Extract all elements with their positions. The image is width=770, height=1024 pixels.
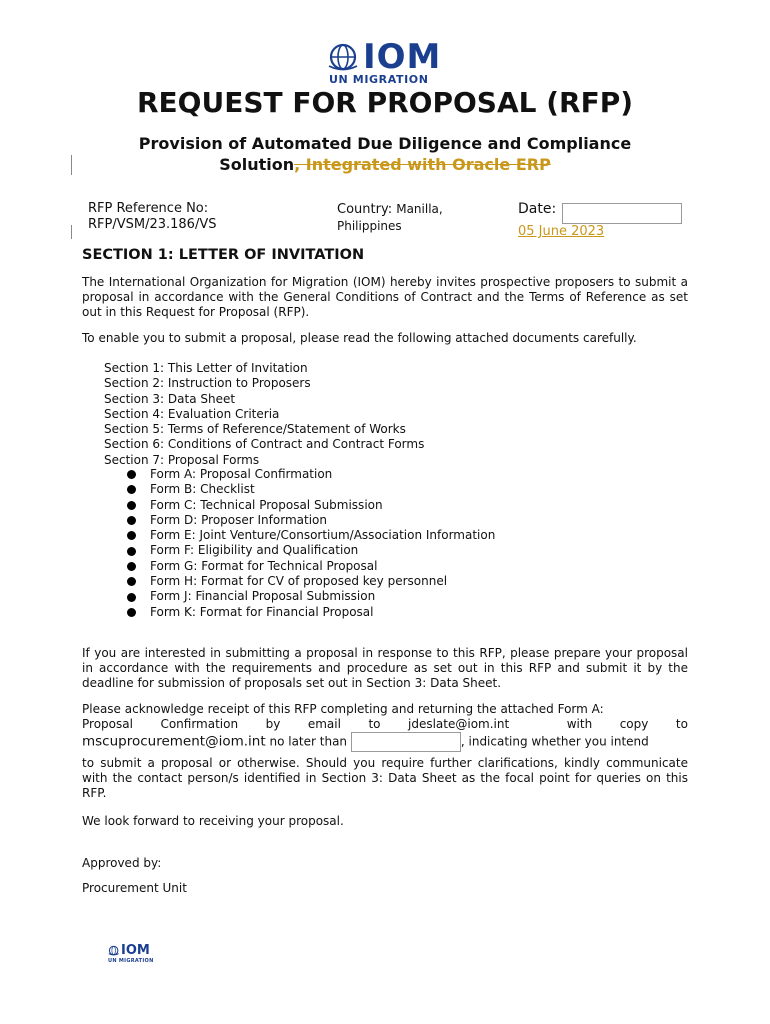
copy-email[interactable]: mscuprocurement@iom.int <box>82 733 266 750</box>
country-value: Manilla, <box>396 202 443 216</box>
list-item: Section 1: This Letter of Invitation <box>104 361 308 375</box>
subtitle-line-1: Provision of Automated Due Diligence and Compliance <box>138 134 632 153</box>
bullet-icon <box>127 547 136 556</box>
list-item: Section 2: Instruction to Proposers <box>104 376 311 391</box>
subtitle-line-2 <box>85 154 685 175</box>
list-item: Form H: Format for CV of proposed key personnel <box>127 574 495 589</box>
bullet-icon <box>127 485 136 494</box>
enable-paragraph: To enable you to submit a proposal, please read the following attached documents carefully. <box>82 331 637 345</box>
forms-list <box>127 467 495 620</box>
list-item: Section 7: Proposal Forms <box>104 452 260 467</box>
rfp-reference <box>88 201 216 233</box>
change-bar <box>71 225 72 239</box>
bullet-icon <box>127 577 136 586</box>
section-heading: SECTION 1: LETTER OF INVITATION <box>82 247 365 263</box>
country-block <box>337 201 443 234</box>
contact-email[interactable]: jdeslate@iom.int <box>408 717 510 731</box>
bullet-icon <box>127 608 136 617</box>
interest-paragraph: If you are interested in submitting a proposal in response to this RFP, please prepare your proposal in accordance with the requirements and procedure as set out in this RFP and submit it by the deadline for submission of proposals set out in Section 3: Data Sheet. <box>82 646 688 690</box>
bullet-icon <box>127 593 136 602</box>
bullet-icon <box>127 516 136 525</box>
list-item: Section 5: Terms of Reference/Statement of Works <box>104 422 406 437</box>
list-item: Form K: Format for Financial Proposal <box>127 605 495 620</box>
list-item: Section 3: Data Sheet <box>104 391 236 406</box>
section-list <box>104 361 424 468</box>
ack-line-1: Please acknowledge receipt of this RFP completing and returning the attached Form A: <box>82 702 604 716</box>
bullet-icon <box>127 531 136 540</box>
iom-logo <box>327 37 447 86</box>
subtitle-solution: Solution <box>219 155 295 174</box>
country-label: Country: <box>337 202 397 217</box>
list-item: Form D: Proposer Information <box>127 513 495 528</box>
list-item: Section 6: Conditions of Contract and Contract Forms <box>104 437 425 452</box>
list-item: Form A: Proposal Confirmation <box>127 467 495 482</box>
list-item: Section 4: Evaluation Criteria <box>104 406 280 421</box>
list-item: Form G: Format for Technical Proposal <box>127 559 495 574</box>
date-value: 05 June 2023 <box>518 224 605 239</box>
date-field[interactable] <box>562 203 682 224</box>
page-title: REQUEST FOR PROPOSAL (RFP) <box>136 86 634 119</box>
document-subtitle <box>85 133 685 175</box>
bullet-icon <box>127 470 136 479</box>
logo-tagline: UN MIGRATION <box>329 73 429 86</box>
ack-rest: to submit a proposal or otherwise. Should you require further clarifications, kindly communicate with the contact person/s identified in Section 3: Data Sheet as the focal point for queries on this RFP. <box>82 756 688 800</box>
list-item: Form J: Financial Proposal Submission <box>127 589 495 604</box>
date-label: Date: <box>518 201 557 217</box>
list-item: Form E: Joint Venture/Consortium/Association Information <box>127 528 495 543</box>
footer-wordmark: IOM <box>121 943 150 958</box>
rfp-reference-value: RFP/VSM/23.186/VS <box>88 217 217 232</box>
bullet-icon <box>127 501 136 510</box>
intro-paragraph: The International Organization for Migration (IOM) hereby invites prospective proposers to submit a proposal in accordance with the General Conditions of Contract and the Terms of Reference as set out in this Request for Proposal (RFP). <box>82 275 688 319</box>
footer-iom-logo <box>108 943 154 964</box>
ack-line-3: mscuprocurement@iom.int no later than , indicating whether you intend <box>82 732 688 752</box>
country-value-2: Philippines <box>337 219 402 233</box>
ack-line-2: Proposal Confirmation by email to jdeslate@iom.int with copy to <box>82 717 688 731</box>
change-bar <box>71 155 72 175</box>
approved-by-label: Approved by: <box>82 856 162 870</box>
un-globe-icon <box>327 42 361 72</box>
procurement-unit: Procurement Unit <box>82 881 187 895</box>
list-item: Form C: Technical Proposal Submission <box>127 498 495 513</box>
deadline-field[interactable] <box>351 732 461 752</box>
bullet-icon <box>127 562 136 571</box>
list-item: Form B: Checklist <box>127 482 495 497</box>
rfp-reference-label: RFP Reference No: <box>88 201 209 216</box>
un-globe-icon <box>108 945 120 956</box>
list-item: Form F: Eligibility and Qualification <box>127 543 495 558</box>
closing-line: We look forward to receiving your proposal. <box>82 814 344 828</box>
footer-tagline: UN MIGRATION <box>108 958 154 964</box>
logo-wordmark: IOM <box>363 37 442 77</box>
subtitle-struck-text: , Integrated with Oracle ERP <box>294 155 551 174</box>
